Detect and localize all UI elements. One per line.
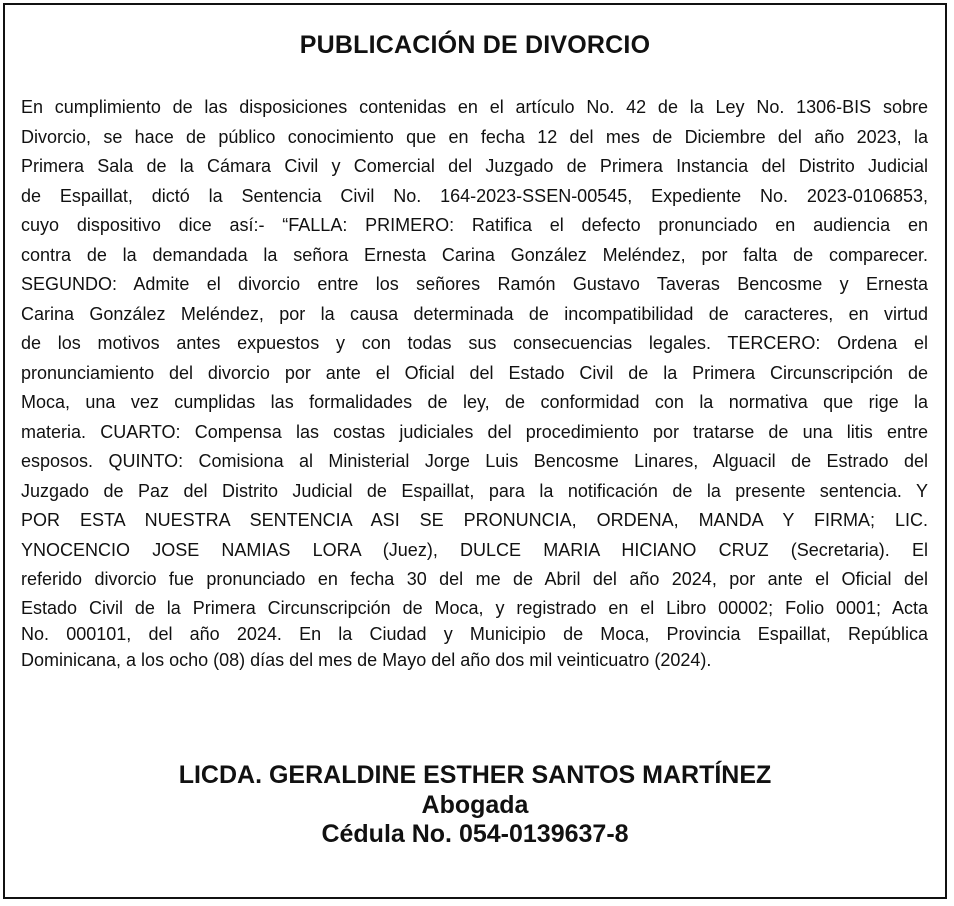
body-line: No. 000101, del año 2024. En la Ciudad y Municipio de Moca, Provincia Espaillat, República [21,623,928,644]
body-line: referido divorcio fue pronunciado en fecha 30 del me de Abril del año 2024, por ante el Oficial del [21,569,928,589]
notice-title: PUBLICACIÓN DE DIVORCIO [299,31,651,59]
body-line: En cumplimiento de las disposiciones contenidas en el artículo No. 42 de la Ley No. 1306-BIS sobre [21,97,928,117]
signatory-id-number: Cédula No. 054-0139637-8 [321,820,629,848]
signatory-role: Abogada [421,791,529,819]
body-line: Divorcio, se hace de público conocimiento que en fecha 12 del mes de Diciembre del año 2023, la [21,126,928,147]
body-line: de Espaillat, dictó la Sentencia Civil No. 164-2023-SSEN-00545, Expediente No. 2023-0106853, [21,185,928,206]
body-line: POR ESTA NUESTRA SENTENCIA ASI SE PRONUNCIA, ORDENA, MANDA Y FIRMA; LIC. [21,510,928,530]
body-line: cuyo dispositivo dice así:- “FALLA: PRIMERO: Ratifica el defecto pronunciado en audiencia en [21,215,928,235]
body-line: Juzgado de Paz del Distrito Judicial de Espaillat, para la notificación de la presente sentencia. Y [21,480,928,501]
body-line: Moca, una vez cumplidas las formalidades de ley, de conformidad con la normativa que rige la [21,392,928,412]
signatory-name: LICDA. GERALDINE ESTHER SANTOS MARTÍNEZ [178,761,772,789]
notice-body [21,93,928,673]
body-line: Dominicana, a los ocho (08) días del mes de Mayo del año dos mil veinticuatro (2024). [21,649,712,670]
body-line: esposos. QUINTO: Comisiona al Ministerial Jorge Luis Bencosme Linares, Alguacil de Estrado del [21,451,928,471]
body-line: Estado Civil de la Primera Circunscripción de Moca, y registrado en el Libro 00002; Folio 0001; Acta [21,597,928,618]
body-line: YNOCENCIO JOSE NAMIAS LORA (Juez), DULCE MARIA HICIANO CRUZ (Secretaria). El [21,539,928,560]
body-line: contra de la demandada la señora Ernesta Carina González Meléndez, por falta de comparecer. [21,244,928,265]
body-line: Primera Sala de la Cámara Civil y Comercial del Juzgado de Primera Instancia del Distrito Judicial [21,156,928,176]
body-line: de los motivos antes expuestos y con todas sus consecuencias legales. TERCERO: Ordena el [21,333,928,353]
divorce-notice [3,3,947,899]
body-line: pronunciamiento del divorcio por ante el Oficial del Estado Civil de la Primera Circunscripción de [21,362,928,383]
body-line: materia. CUARTO: Compensa las costas judiciales del procedimiento por tratarse de una litis entre [21,421,928,442]
body-line: Carina González Meléndez, por la causa determinada de incompatibilidad de caracteres, en virtud [21,303,928,324]
body-line: SEGUNDO: Admite el divorcio entre los señores Ramón Gustavo Taveras Bencosme y Ernesta [21,274,928,294]
